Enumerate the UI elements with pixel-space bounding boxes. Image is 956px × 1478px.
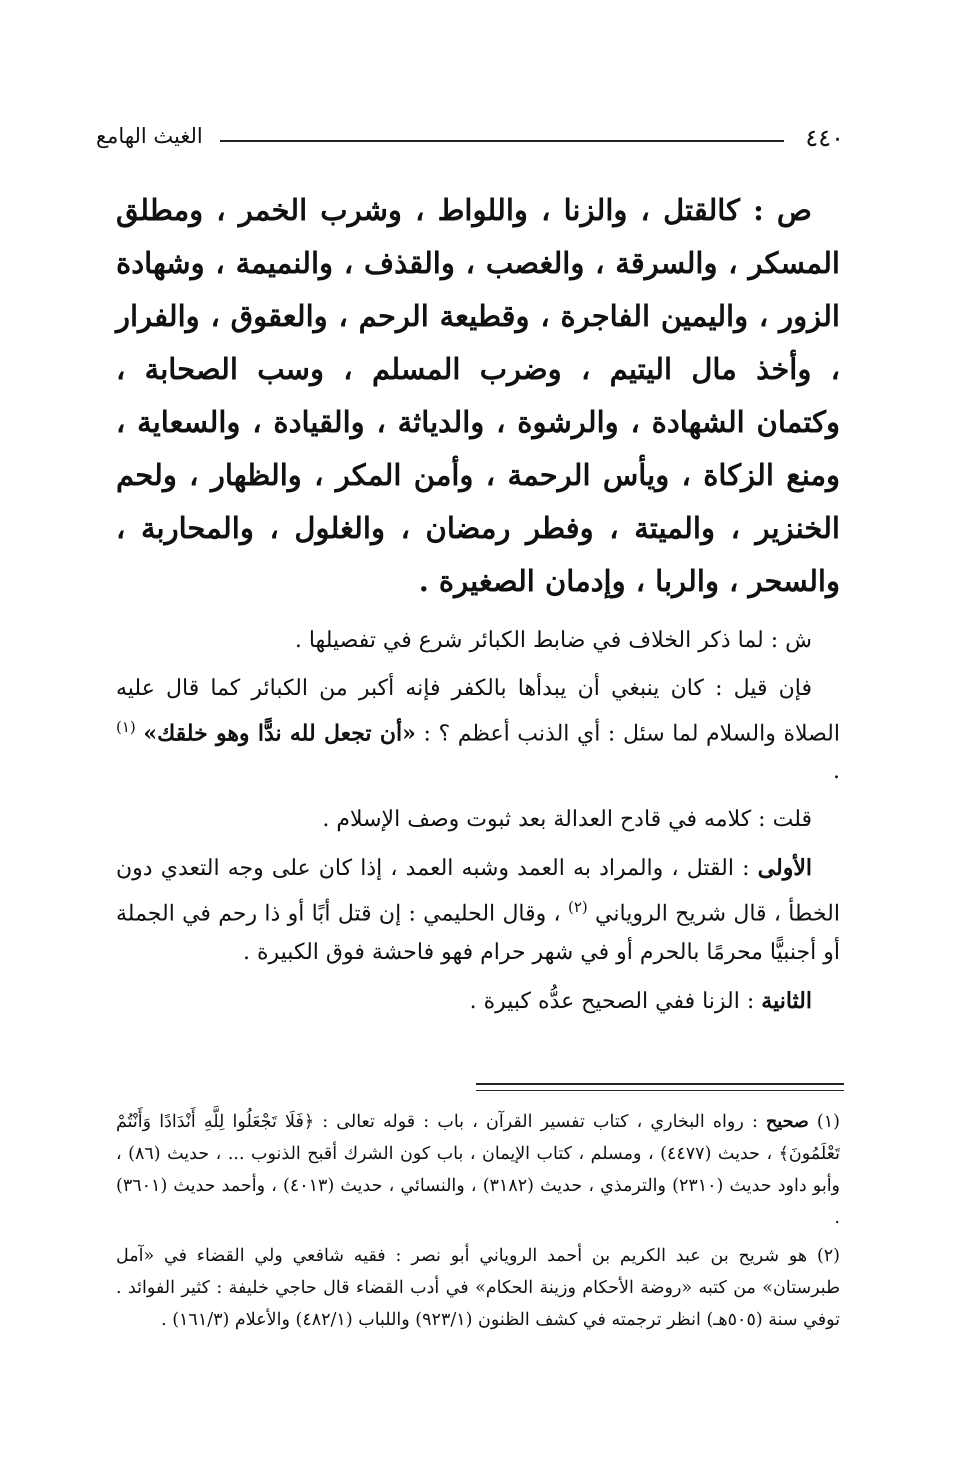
commentary-paragraph-5 bbox=[116, 982, 840, 1021]
footnote-1 bbox=[116, 1106, 840, 1234]
commentary-paragraph-1: ش : لما ذكر الخلاف في ضابط الكبائر شرع في تفصيلها . bbox=[294, 628, 812, 653]
footnote-number: (١) bbox=[816, 1112, 840, 1132]
matn-paragraph: ص : كالقتل ، والزنا ، واللواط ، وشرب الخمر ، ومطلق المسكر ، والسرقة ، والغصب ، والقذف ، والنميمة ، وشهادة الزور ، واليمين الفاجرة ، وقطيعة الرحم ، والعقوق ، والفرار ، وأخذ مال اليتيم ، وضرب المسلم ، وسب الصحابة ، وكتمان الشهادة ، والرشوة ، والدياثة ، والقيادة ، والسعاية ، ومنع الزكاة ، ويأس الرحمة ، وأمن المكر ، والظهار ، ولحم الخنزير ، والميتة ، وفطر رمضان ، والغلول ، والمحاربة ، والسحر ، والربا ، وإدمان الصغيرة . bbox=[116, 193, 840, 598]
footnote-text: : رواه البخاري ، كتاب تفسير القرآن ، باب : قوله تعالى : ﴿فَلَا تَجْعَلُوا لِلَّهِ أَنْدَادًا وَأَنْتُمْ تَعْلَمُونَ﴾ ، حديث (٤٤٧٧) ، ومسلم ، كتاب الإيمان ، باب كون الشرك أقبح الذنوب ... ، حديث (٨٦) ، وأبو داود حديث (٢٣١٠) والترمذي ، حديث (٣١٨٢) ، والنسائي ، حديث (٤٠١٣) ، وأحمد حديث (٣٦٠١) . bbox=[116, 1112, 841, 1228]
section-label-second: الثانية bbox=[761, 987, 812, 1014]
hadith-quote: «أن تجعل لله ندًّا وهو خلقك» bbox=[143, 720, 416, 747]
footnote-text: هو شريح بن عبد الكريم بن أحمد الروياني أبو نصر : فقيه شافعي ولي القضاء في «آمل طبرستان» من كتبه «روضة الأحكام وزينة الحكام» في أدب القضاء قال حاجي خليفة : كثير الفوائد . توفي سنة (٥٠٥هـ) انظر ترجمته في كشف الظنون (٩٢٣/١) واللباب (٤٨٢/١) والأعلام (١٦١/٣) . bbox=[116, 1246, 840, 1330]
commentary-paragraph-4 bbox=[116, 849, 840, 971]
footnote-ref-1: (١) bbox=[116, 718, 136, 736]
footnote-number: (٢) bbox=[816, 1246, 840, 1266]
paragraph-text: ، وقال الحليمي : إن قتل أبًا أو ذا رحم في الجملة أو أجنبيًّا محرمًا بالحرم أو في شهر حرام فهو فاحشة فوق الكبيرة . bbox=[116, 901, 840, 965]
footnotes bbox=[116, 1106, 840, 1342]
footnote-grade: صحيح bbox=[766, 1112, 809, 1132]
commentary-body bbox=[116, 622, 840, 1031]
running-title: الغيث الهامع bbox=[96, 124, 203, 148]
paragraph-text: : القتل ، والمراد به العمد وشبه العمد ، إذا كان على وجه التعدي دون الخطأ ، قال شريح الروياني bbox=[116, 856, 840, 927]
page-number: ٤٤٠ bbox=[805, 124, 844, 152]
paragraph-text: : الزنا ففي الصحيح عدُّه كبيرة . bbox=[469, 988, 755, 1014]
footnote-ref-2: (٢) bbox=[567, 898, 588, 917]
running-header bbox=[96, 124, 844, 154]
footnote-separator bbox=[476, 1083, 844, 1085]
footnote-2 bbox=[116, 1240, 840, 1336]
commentary-paragraph-2 bbox=[116, 670, 840, 791]
matn-text-block bbox=[116, 184, 840, 608]
header-rule bbox=[220, 140, 784, 142]
section-label-first: الأولى bbox=[757, 855, 812, 882]
footnote-separator-thin bbox=[476, 1090, 844, 1091]
paragraph-end: . bbox=[833, 759, 840, 785]
paragraph-text: فإن قيل : كان ينبغي أن يبدأها بالكفر فإنه أكبر من الكبائر كما قال عليه الصلاة والسلام لما سئل : أي الذنب أعظم ؟ : bbox=[116, 676, 840, 747]
commentary-paragraph-3: قلت : كلامه في قادح العدالة بعد ثبوت وصف الإسلام . bbox=[322, 807, 812, 833]
